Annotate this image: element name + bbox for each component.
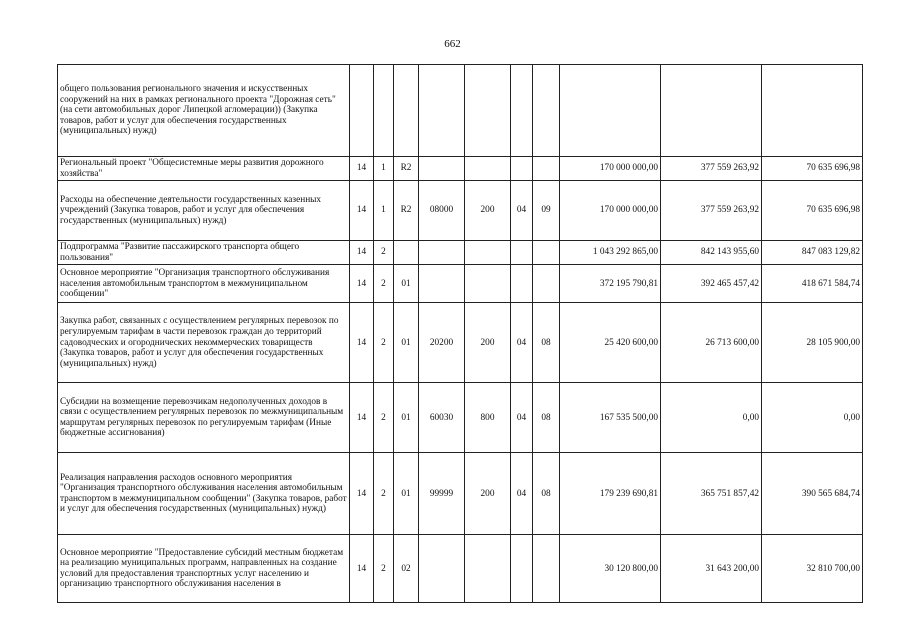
- code-a: [350, 65, 374, 157]
- row-name: Расходы на обеспечение деятельности государственных казенных учреждений (Закупка товаров, работ и услуг для обеспечения государственных (муниципальных) нужд): [58, 181, 350, 241]
- code-d: 20200: [419, 303, 465, 383]
- amount-3: 418 671 584,74: [762, 265, 863, 303]
- row-name: Субсидии на возмещение перевозчикам недополученных доходов в связи с осуществлением регулярных перевозок по межмуниципальным маршрутам регулярных перевозок по регулируемым тарифам (Иные бюджетные ассигнования): [58, 383, 350, 453]
- row-name: Закупка работ, связанных с осуществлением регулярных перевозок по регулируемым тарифам в части перевозок граждан до территорий садоводческих и огороднических некоммерческих товариществ (Закупка товаров, работ и услуг для обеспечения государственных (муниципальных) нужд): [58, 303, 350, 383]
- table-row: [58, 241, 863, 265]
- code-b: 2: [374, 303, 394, 383]
- code-f: 04: [511, 303, 533, 383]
- code-e: 200: [465, 453, 511, 535]
- page-number: 662: [444, 38, 461, 50]
- code-c: R2: [394, 181, 419, 241]
- code-a: 14: [350, 383, 374, 453]
- code-c: 01: [394, 265, 419, 303]
- code-g: [533, 65, 560, 157]
- amount-1: 25 420 600,00: [560, 303, 661, 383]
- amount-1: 30 120 800,00: [560, 535, 661, 603]
- code-g: 08: [533, 303, 560, 383]
- code-e: 200: [465, 181, 511, 241]
- code-d: [419, 241, 465, 265]
- amount-3: 847 083 129,82: [762, 241, 863, 265]
- code-d: 08000: [419, 181, 465, 241]
- code-a: 14: [350, 265, 374, 303]
- amount-2: 26 713 600,00: [661, 303, 762, 383]
- code-e: 800: [465, 383, 511, 453]
- row-name: Региональный проект "Общесистемные меры развития дорожного хозяйства": [58, 157, 350, 181]
- code-c: [394, 241, 419, 265]
- code-e: [465, 535, 511, 603]
- amount-1: 170 000 000,00: [560, 157, 661, 181]
- budget-table: [57, 64, 863, 603]
- row-name: общего пользования регионального значения и искусственных сооружений на них в рамках регионального проекта "Дорожная сеть" (на сети автомобильных дорог Липецкой агломерации)) (Закупка товаров, работ и услуг для обеспечения государственных (муниципальных) нужд): [58, 65, 350, 157]
- amount-3: 28 105 900,00: [762, 303, 863, 383]
- table-row: [58, 65, 863, 157]
- code-g: 08: [533, 453, 560, 535]
- code-d: [419, 157, 465, 181]
- code-c: 02: [394, 535, 419, 603]
- row-name: Основное мероприятие "Предоставление субсидий местным бюджетам на реализацию муниципальных программ, направленных на создание условий для предоставления транспортных услуг населению и организацию транспортного обслуживания населения в: [58, 535, 350, 603]
- code-g: [533, 265, 560, 303]
- amount-2: 842 143 955,60: [661, 241, 762, 265]
- code-f: 04: [511, 181, 533, 241]
- code-a: 14: [350, 241, 374, 265]
- code-c: 01: [394, 303, 419, 383]
- amount-2: 377 559 263,92: [661, 181, 762, 241]
- code-e: [465, 241, 511, 265]
- amount-3: 70 635 696,98: [762, 181, 863, 241]
- code-b: [374, 65, 394, 157]
- code-b: 1: [374, 157, 394, 181]
- amount-2: [661, 65, 762, 157]
- table-row: [58, 535, 863, 603]
- code-f: [511, 241, 533, 265]
- code-d: [419, 65, 465, 157]
- code-e: [465, 65, 511, 157]
- code-f: [511, 265, 533, 303]
- row-name: Реализация направления расходов основного мероприятия "Организация транспортного обслуживания населения автомобильным транспортом в межмуниципальном сообщении" (Закупка товаров, работ и услуг для обеспечения государственных (муниципальных) нужд): [58, 453, 350, 535]
- code-b: 2: [374, 535, 394, 603]
- amount-1: 372 195 790,81: [560, 265, 661, 303]
- table-row: [58, 303, 863, 383]
- code-c: [394, 65, 419, 157]
- code-f: [511, 65, 533, 157]
- code-d: [419, 535, 465, 603]
- amount-2: 365 751 857,42: [661, 453, 762, 535]
- code-c: 01: [394, 383, 419, 453]
- row-name: Основное мероприятие "Организация транспортного обслуживания населения автомобильным транспортом в межмуниципальном сообщении": [58, 265, 350, 303]
- code-e: [465, 265, 511, 303]
- code-a: 14: [350, 303, 374, 383]
- table-row: [58, 265, 863, 303]
- amount-1: 170 000 000,00: [560, 181, 661, 241]
- code-f: [511, 157, 533, 181]
- code-d: 99999: [419, 453, 465, 535]
- code-b: 2: [374, 241, 394, 265]
- code-g: 09: [533, 181, 560, 241]
- amount-3: 390 565 684,74: [762, 453, 863, 535]
- table-row: [58, 383, 863, 453]
- code-c: R2: [394, 157, 419, 181]
- code-b: 2: [374, 265, 394, 303]
- amount-3: 32 810 700,00: [762, 535, 863, 603]
- table-row: [58, 453, 863, 535]
- amount-1: 1 043 292 865,00: [560, 241, 661, 265]
- amount-1: 179 239 690,81: [560, 453, 661, 535]
- code-a: 14: [350, 535, 374, 603]
- code-g: [533, 241, 560, 265]
- amount-3: [762, 65, 863, 157]
- amount-3: 0,00: [762, 383, 863, 453]
- amount-3: 70 635 696,98: [762, 157, 863, 181]
- amount-1: 167 535 500,00: [560, 383, 661, 453]
- code-g: [533, 535, 560, 603]
- table-row: [58, 181, 863, 241]
- code-a: 14: [350, 157, 374, 181]
- code-e: [465, 157, 511, 181]
- code-e: 200: [465, 303, 511, 383]
- code-f: 04: [511, 383, 533, 453]
- table-row: [58, 157, 863, 181]
- row-name: Подпрограмма "Развитие пассажирского транспорта общего пользования": [58, 241, 350, 265]
- amount-1: [560, 65, 661, 157]
- code-d: 60030: [419, 383, 465, 453]
- code-d: [419, 265, 465, 303]
- amount-2: 377 559 263,92: [661, 157, 762, 181]
- code-b: 2: [374, 383, 394, 453]
- code-c: 01: [394, 453, 419, 535]
- code-f: [511, 535, 533, 603]
- code-g: 08: [533, 383, 560, 453]
- code-a: 14: [350, 181, 374, 241]
- code-b: 1: [374, 181, 394, 241]
- code-f: 04: [511, 453, 533, 535]
- code-a: 14: [350, 453, 374, 535]
- amount-2: 392 465 457,42: [661, 265, 762, 303]
- code-g: [533, 157, 560, 181]
- amount-2: 0,00: [661, 383, 762, 453]
- code-b: 2: [374, 453, 394, 535]
- amount-2: 31 643 200,00: [661, 535, 762, 603]
